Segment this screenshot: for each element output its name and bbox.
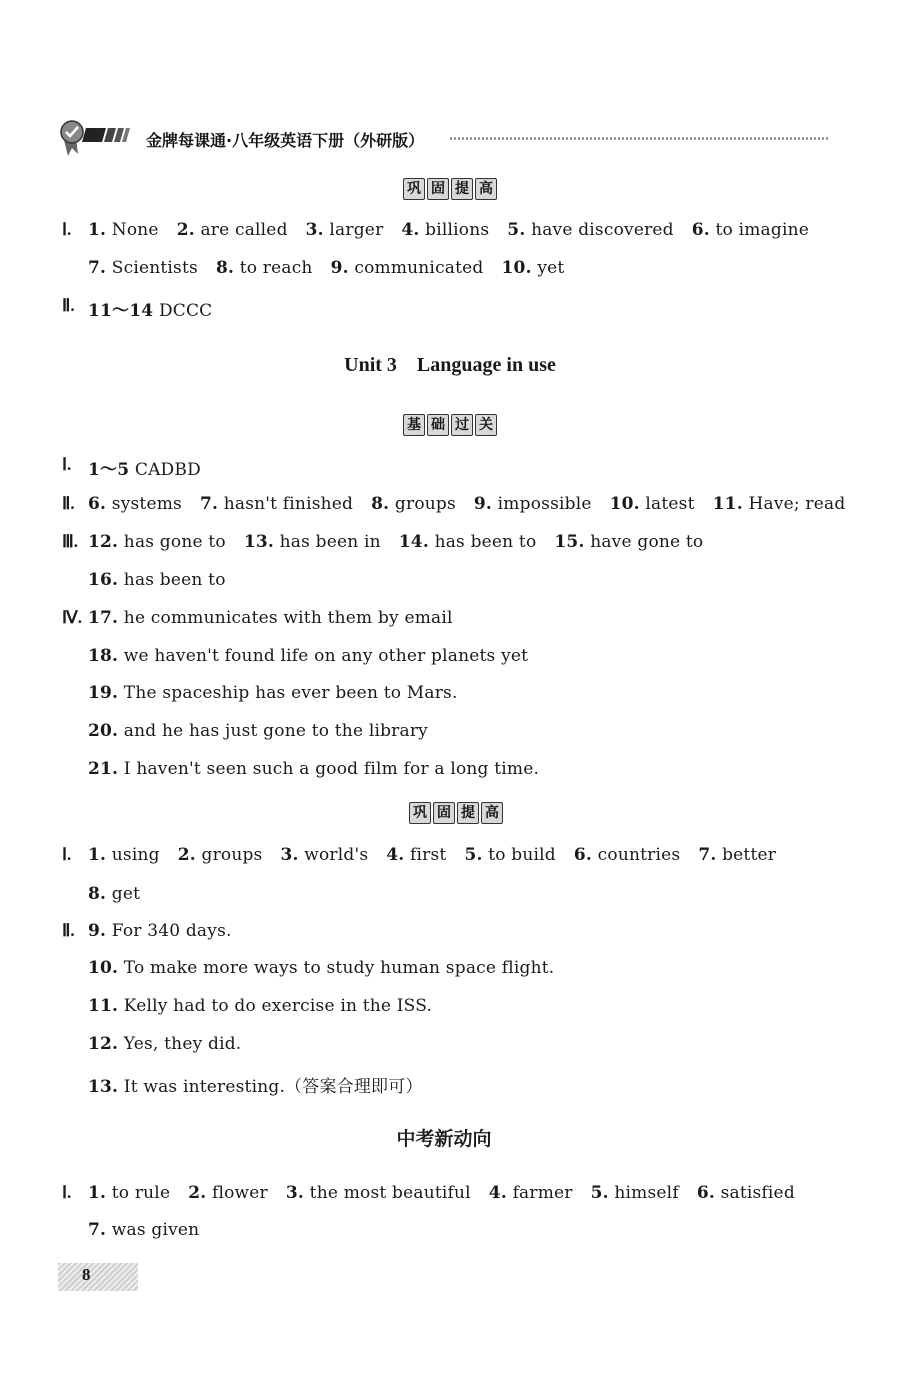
item-number: 4. (386, 845, 405, 865)
section-label-consolidate (403, 178, 497, 200)
item-number: 7. (199, 494, 219, 514)
item-answer: The spaceship has ever been to Mars. (123, 683, 458, 703)
item-number: 6. (696, 1183, 715, 1203)
item-number: 21. (88, 759, 119, 779)
answer-line (88, 1220, 199, 1240)
item-answer: impossible (497, 494, 592, 514)
page-number: 8 (82, 1265, 91, 1284)
answer-line (88, 455, 201, 480)
item-number: 17. (88, 608, 119, 628)
item-number: 9. (88, 921, 107, 941)
label-box: 基 (403, 414, 425, 436)
item-number: 10. (609, 494, 640, 514)
answer-line (88, 683, 458, 703)
item-answer: get (111, 884, 141, 904)
answer-item (331, 258, 484, 278)
medal-ribbon-icon (58, 118, 142, 158)
label-box: 提 (457, 802, 479, 824)
label-box: 提 (451, 178, 473, 200)
item-answer: DCCC (158, 301, 213, 321)
answer-line (88, 570, 226, 590)
answer-line (88, 958, 554, 978)
answer-item (474, 494, 592, 514)
item-number: 16. (88, 570, 119, 590)
item-number: 8. (88, 884, 107, 904)
label-box: 过 (451, 414, 473, 436)
item-answer: have discovered (531, 220, 674, 240)
item-number: 3. (285, 1183, 305, 1203)
label-box: 固 (427, 178, 449, 200)
item-answer: larger (329, 220, 384, 240)
item-number: 19. (88, 683, 119, 703)
item-answer: has been to (123, 570, 226, 590)
label-box: 高 (475, 178, 497, 200)
header-dotted-rule (450, 137, 830, 140)
answer-line (88, 845, 776, 865)
item-number: 5. (590, 1183, 609, 1203)
item-answer: flower (211, 1183, 268, 1203)
item-answer: to build (488, 845, 556, 865)
item-number: 3. (305, 220, 324, 240)
item-answer: I haven't seen such a good film for a long time. (123, 759, 540, 779)
item-number: 4. (488, 1183, 507, 1203)
item-answer: world's (304, 845, 369, 865)
item-number: 7. (698, 845, 717, 865)
item-answer: the most beautiful (309, 1183, 471, 1203)
item-number: 5. (464, 845, 483, 865)
answer-item (713, 494, 846, 514)
answer-item (591, 1183, 679, 1203)
item-number: 7. (88, 258, 107, 278)
answer-item (698, 845, 776, 865)
roman-numeral: Ⅲ. (62, 532, 78, 551)
item-answer: we haven't found life on any other planets yet (123, 646, 529, 666)
item-number: 4. (401, 220, 420, 240)
roman-numeral: Ⅱ. (62, 921, 75, 940)
item-answer: countries (597, 845, 681, 865)
item-answer: are called (200, 220, 288, 240)
item-answer: hasn't finished (223, 494, 354, 514)
item-number: 6. (88, 494, 107, 514)
item-number: 2. (177, 845, 196, 865)
answer-line (88, 1034, 241, 1054)
answer-item (216, 258, 313, 278)
answer-item (401, 220, 489, 240)
answer-item (399, 532, 537, 552)
answer-line (88, 494, 845, 514)
roman-numeral: Ⅰ. (62, 845, 72, 864)
answer-item (502, 258, 565, 278)
answer-line (88, 296, 212, 321)
item-answer: farmer (512, 1183, 573, 1203)
answer-line (88, 608, 453, 628)
item-number: 2. (188, 1183, 207, 1203)
item-answer: Scientists (111, 258, 198, 278)
item-number: 1. (88, 845, 107, 865)
item-answer: billions (425, 220, 490, 240)
item-answer: he communicates with them by email (123, 608, 453, 628)
answer-item (88, 1183, 170, 1203)
item-answer: groups (201, 845, 263, 865)
answer-item (286, 1183, 471, 1203)
answer-line (88, 532, 703, 552)
answer-item (386, 845, 446, 865)
roman-numeral: Ⅱ. (62, 296, 75, 315)
item-answer: have gone to (590, 532, 704, 552)
item-answer: yet (537, 258, 565, 278)
roman-numeral: Ⅰ. (62, 1183, 72, 1202)
page-number-tab (58, 1263, 138, 1291)
item-number: 15. (554, 532, 585, 552)
item-number: 14. (398, 532, 429, 552)
item-answer: latest (645, 494, 695, 514)
answer-item (489, 1183, 573, 1203)
roman-numeral: Ⅰ. (62, 220, 72, 239)
answer-line (88, 1183, 795, 1203)
item-number: 8. (371, 494, 390, 514)
label-box: 础 (427, 414, 449, 436)
answer-line (88, 220, 809, 240)
item-number: 12. (88, 532, 119, 552)
answer-item (178, 845, 263, 865)
answer-line (88, 721, 428, 741)
answer-item (188, 1183, 268, 1203)
answer-item (244, 532, 381, 552)
answer-item (280, 845, 368, 865)
item-answer: better (722, 845, 777, 865)
item-answer: has been in (279, 532, 381, 552)
item-answer: to reach (239, 258, 313, 278)
item-answer: has been to (434, 532, 537, 552)
item-number: 11. (712, 494, 743, 514)
answer-item (306, 220, 384, 240)
answer-item (697, 1183, 795, 1203)
item-number: 9. (473, 494, 493, 514)
answer-item (88, 220, 159, 240)
item-number: 8. (215, 258, 235, 278)
answer-item (554, 532, 703, 552)
answer-line (88, 884, 140, 904)
item-answer: Have; read (748, 494, 846, 514)
label-box: 固 (433, 802, 455, 824)
label-box: 巩 (403, 178, 425, 200)
item-number: 5. (507, 220, 526, 240)
item-answer: For 340 days. (111, 921, 232, 941)
item-answer: was given (111, 1220, 200, 1240)
item-number: 7. (88, 1220, 107, 1240)
item-answer: systems (111, 494, 182, 514)
item-number: 12. (88, 1034, 119, 1054)
answer-line (88, 996, 432, 1016)
answer-item (610, 494, 695, 514)
answer-item (88, 845, 160, 865)
item-number: 10. (88, 958, 119, 978)
answer-line (88, 921, 232, 941)
answer-line (88, 1072, 423, 1097)
item-number: 1. (88, 1183, 107, 1203)
header-title: 金牌每课通·八年级英语下册（外研版） (146, 131, 425, 150)
item-answer: Kelly had to do exercise in the ISS. (123, 996, 433, 1016)
item-number: 13. (243, 532, 274, 552)
item-answer: It was interesting.（答案合理即可） (123, 1077, 423, 1097)
label-box: 关 (475, 414, 497, 436)
answer-item (200, 494, 353, 514)
item-answer: using (111, 845, 160, 865)
section-label-exam-trends: 中考新动向 (396, 1128, 492, 1150)
roman-numeral: Ⅰ. (62, 455, 72, 474)
answer-item (574, 845, 680, 865)
item-number: 18. (88, 646, 119, 666)
unit-title: Unit 3 Language in use (344, 354, 556, 376)
section-label-basics (403, 414, 497, 436)
item-answer: None (111, 220, 159, 240)
page-header (58, 118, 833, 158)
item-number: 20. (88, 721, 119, 741)
item-answer: Yes, they did. (123, 1034, 242, 1054)
answer-item (371, 494, 456, 514)
section-label-consolidate (409, 802, 503, 824)
item-answer: to imagine (715, 220, 810, 240)
answer-item (88, 494, 182, 514)
item-number: 1. (88, 220, 107, 240)
item-number: 9. (330, 258, 349, 278)
item-answer: has gone to (123, 532, 226, 552)
item-answer: first (410, 845, 447, 865)
item-number: 6. (573, 845, 593, 865)
item-number: 6. (691, 220, 710, 240)
answer-item (464, 845, 555, 865)
item-number: 13. (88, 1077, 119, 1097)
item-answer: To make more ways to study human space flight. (123, 958, 555, 978)
answer-item (177, 220, 288, 240)
item-number: 10. (501, 258, 532, 278)
label-box: 巩 (409, 802, 431, 824)
answer-line (88, 258, 564, 278)
item-answer: communicated (354, 258, 484, 278)
roman-numeral: Ⅱ. (62, 494, 75, 513)
item-number: 11～14 (88, 301, 154, 321)
roman-numeral: Ⅳ. (62, 608, 82, 627)
item-answer: to rule (111, 1183, 171, 1203)
answer-item (692, 220, 809, 240)
answer-item (507, 220, 673, 240)
item-answer: satisfied (720, 1183, 795, 1203)
item-number: 11. (88, 996, 119, 1016)
answer-item (88, 532, 226, 552)
answer-line (88, 646, 528, 666)
item-number: 2. (176, 220, 195, 240)
item-number: 1～5 (88, 460, 130, 480)
item-answer: and he has just gone to the library (123, 721, 428, 741)
label-box: 高 (481, 802, 503, 824)
item-answer: CADBD (134, 460, 201, 480)
item-answer: groups (394, 494, 456, 514)
item-number: 3. (280, 845, 299, 865)
answer-line (88, 759, 539, 779)
answer-item (88, 258, 198, 278)
item-answer: himself (614, 1183, 679, 1203)
